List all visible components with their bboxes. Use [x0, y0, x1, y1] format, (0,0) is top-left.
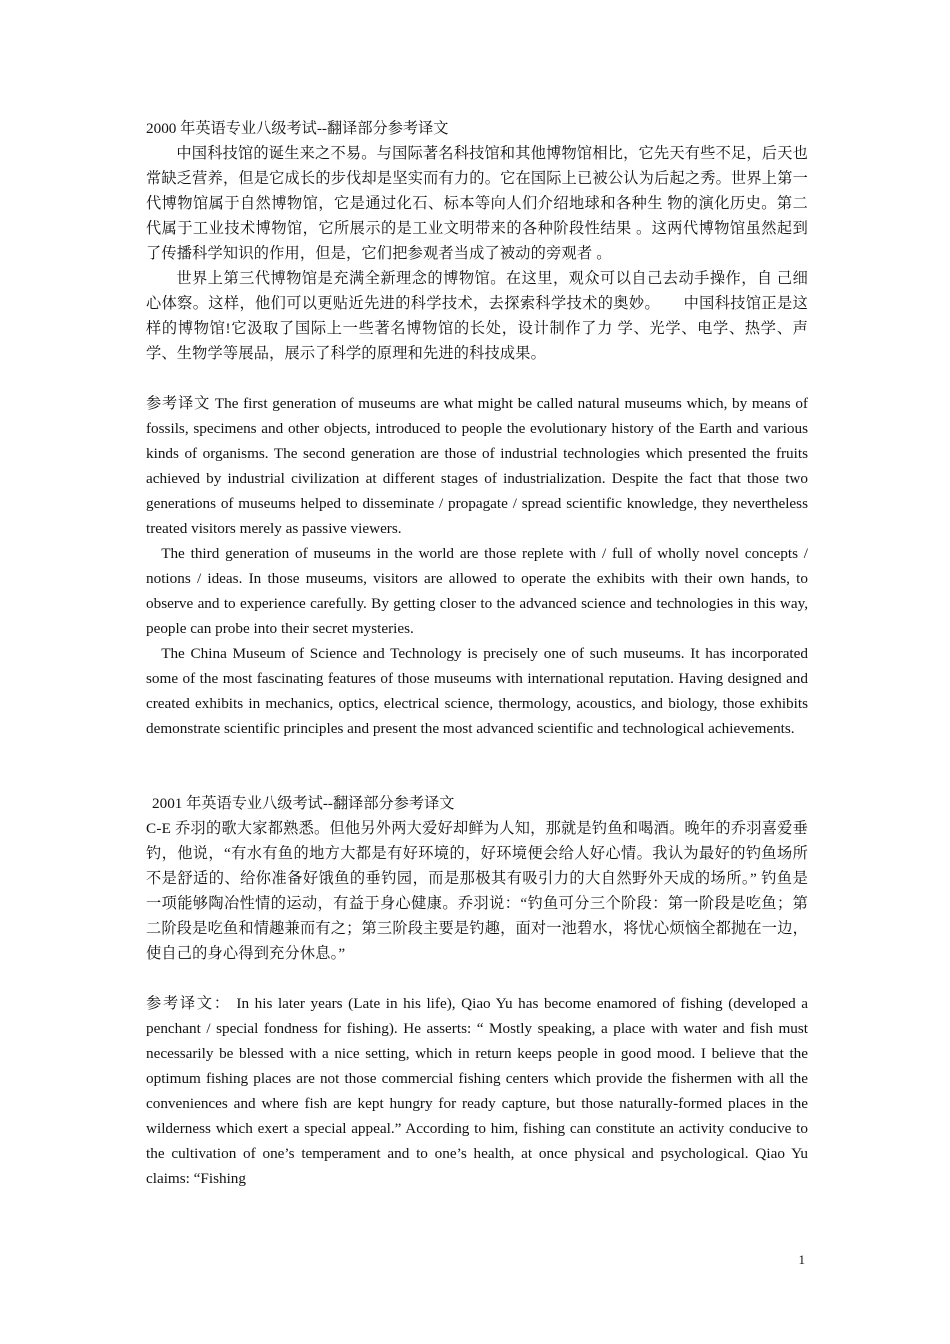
chinese-paragraph: 中国科技馆的诞生来之不易。与国际著名科技馆和其他博物馆相比，它先天有些不足，后天也常缺乏营养，但是它成长的步伐却是坚实而有力的。它在国际上已被公认为后起之秀。世界上第一代博物馆属于自然博物馆，它是通过化石、标本等向人们介绍地球和各种生 物的演化历史。第二代属于工业技术博物馆，它所展示的是工业文明带来的各种阶段性结果 。这两代博物馆虽然起到了传播科学知识的作用，但是，它们把参观者当成了被动的旁观者 。: [146, 145, 808, 262]
document-body: [146, 116, 808, 1191]
spacer: [146, 966, 808, 991]
spacer: [146, 366, 808, 391]
chinese-paragraph: C-E 乔羽的歌大家都熟悉。但他另外两大爱好却鲜为人知，那就是钓鱼和喝酒。晚年的乔羽喜爱垂钓，他说，“有水有鱼的地方大都是有好环境的，好环境便会给人好心情。我认为最好的钓鱼场所不是舒适的、给你准备好饿鱼的垂钓园，而是那极其有吸引力的大自然野外天成的场所。” 钓鱼是一项能够陶冶性情的运动，有益于身心健康。乔羽说：“钓鱼可分三个阶段：第一阶段是吃鱼；第二阶段是吃鱼和情趣兼而有之；第三阶段主要是钓趣，面对一池碧水，将忧心烦恼全都抛在一边，使自己的身心得到充分休息。”: [146, 820, 808, 962]
english-translation-paragraph: 参考译文 The first generation of museums are what might be called natural museums which, by means of fossils, specimens and other objects, introduced to people the evolutionary history of the Earth and various kinds of organisms. The second generation are those of industrial technologies which presented the fruits achieved by industrial civilization at different stages of industrialization. Despite the fact that those two generations of museums helped to disseminate / propagate / spread scientific knowledge, they nevertheless treated visitors merely as passive viewers.: [146, 395, 808, 537]
english-translation-paragraph: The China Museum of Science and Technology is precisely one of such museums. It has incorporated some of the most fascinating features of those museums with international reputation. Having designed and created exhibits in mechanics, optics, electrical science, thermology, acoustics, and biology, those exhibits demonstrate scientific principles and present the most advanced scientific and technological achievements.: [146, 645, 808, 737]
spacer: [146, 741, 808, 791]
english-translation-paragraph: 参考译文： In his later years (Late in his life), Qiao Yu has become enamored of fishing (developed a penchant / special fondness for fishing). He asserts: “ Mostly speaking, a place with water and fish must necessarily be blessed with a nice setting, which in return keeps people in good mood. I believe that the optimum fishing places are not those commercial fishing centers which provide the fishermen with all the conveniences and where fish are kept hungry for ready capture, but those naturally-formed places in the wilderness which exert a special appeal.” According to him, fishing can constitute an activity conducive to the cultivation of one’s temperament and to one’s health, at once physical and psychological. Qiao Yu claims: “Fishing: [146, 995, 808, 1187]
section-title-2000: 2000 年英语专业八级考试--翻译部分参考译文: [146, 120, 449, 137]
page-number: 1: [798, 1252, 805, 1267]
english-translation-paragraph: The third generation of museums in the world are those replete with / full of wholly novel concepts / notions / ideas. In those museums, visitors are allowed to operate the exhibits with their own hands, to observe and to experience carefully. By getting closer to the advanced science and technologies in this way, people can probe into their secret mysteries.: [146, 545, 808, 637]
chinese-paragraph: 世界上第三代博物馆是充满全新理念的博物馆。在这里，观众可以自己去动手操作，自 己细心体察。这样，他们可以更贴近先进的科学技术，去探索科学技术的奥妙。 中国科技馆正是这样的博物馆!它汲取了国际上一些著名博物馆的长处，设计制作了力 学、光学、电学、热学、声学、生物学等展品，展示了科学的原理和先进的科技成果。: [146, 270, 808, 362]
section-title-2001: 2001 年英语专业八级考试--翻译部分参考译文: [152, 795, 455, 812]
